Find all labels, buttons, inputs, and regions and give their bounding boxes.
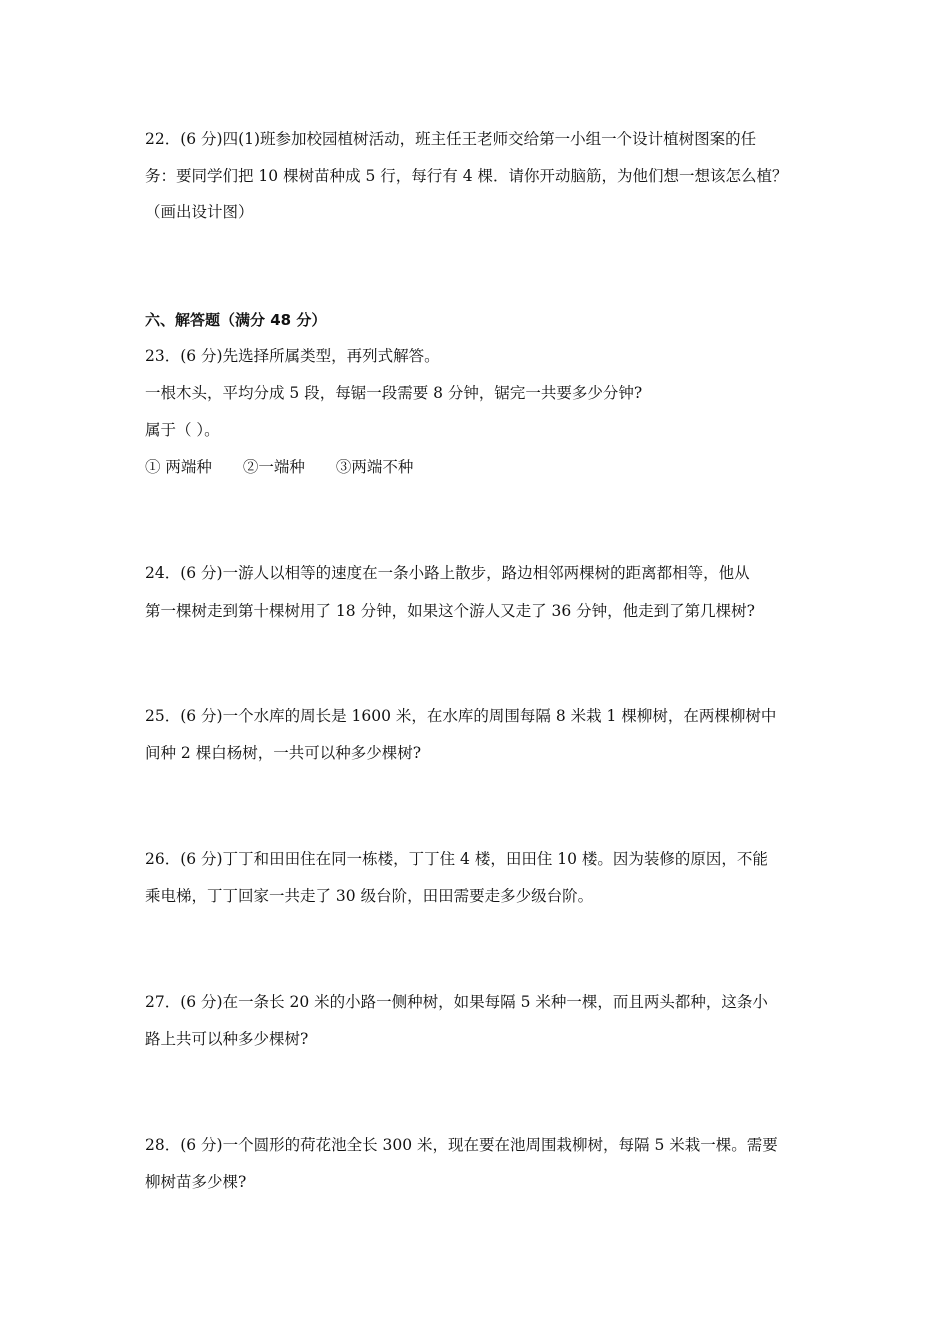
- options-list: [145, 456, 439, 478]
- option-item: ②一端种: [242, 458, 305, 476]
- question-text: 26．(6 分)丁丁和田田住在同一栋楼，丁丁住 4 楼，田田住 10 楼。因为装修的原因，不能: [145, 850, 768, 868]
- question-text: 务：要同学们把 10 棵树苗种成 5 行，每行有 4 棵．请你开动脑筋，为他们想一想该怎么植？: [145, 167, 788, 185]
- question-text: 25．(6 分)一个水库的周长是 1600 米，在水库的周围每隔 8 米栽 1 棵柳树，在两棵柳树中: [145, 707, 777, 725]
- section-heading: 六、解答题（满分 48 分）: [145, 311, 327, 329]
- question-text: 路上共可以种多少棵树?: [145, 1030, 309, 1048]
- question-text: 27．(6 分)在一条长 20 米的小路一侧种树，如果每隔 5 米种一棵，而且两头都种，这条小: [145, 993, 768, 1011]
- option-item: ① 两端种: [145, 458, 212, 476]
- question-text: 间种 2 棵白杨树，一共可以种多少棵树?: [145, 744, 422, 762]
- question-text: 22．(6 分)四(1)班参加校园植树活动，班主任王老师交给第一小组一个设计植树图案的任: [145, 130, 757, 148]
- question-text: 28．(6 分)一个圆形的荷花池全长 300 米，现在要在池周围栽柳树，每隔 5 米栽一棵。需要: [145, 1136, 778, 1154]
- question-text: 属于（ ）。: [145, 421, 220, 439]
- question-text: 乘电梯，丁丁回家一共走了 30 级台阶，田田需要走多少级台阶。: [145, 887, 594, 905]
- option-item: ③两端不种: [335, 458, 414, 476]
- question-text: 柳树苗多少棵?: [145, 1173, 247, 1191]
- question-text: 一根木头，平均分成 5 段，每锯一段需要 8 分钟，锯完一共要多少分钟?: [145, 384, 643, 402]
- question-text: 第一棵树走到第十棵树用了 18 分钟，如果这个游人又走了 36 分钟，他走到了第几棵树?: [145, 602, 755, 620]
- question-text: 24．(6 分)一游人以相等的速度在一条小路上散步，路边相邻两棵树的距离都相等，他从: [145, 564, 750, 582]
- question-text: （画出设计图）: [145, 203, 254, 221]
- question-text: 23．(6 分)先选择所属类型，再列式解答。: [145, 347, 440, 365]
